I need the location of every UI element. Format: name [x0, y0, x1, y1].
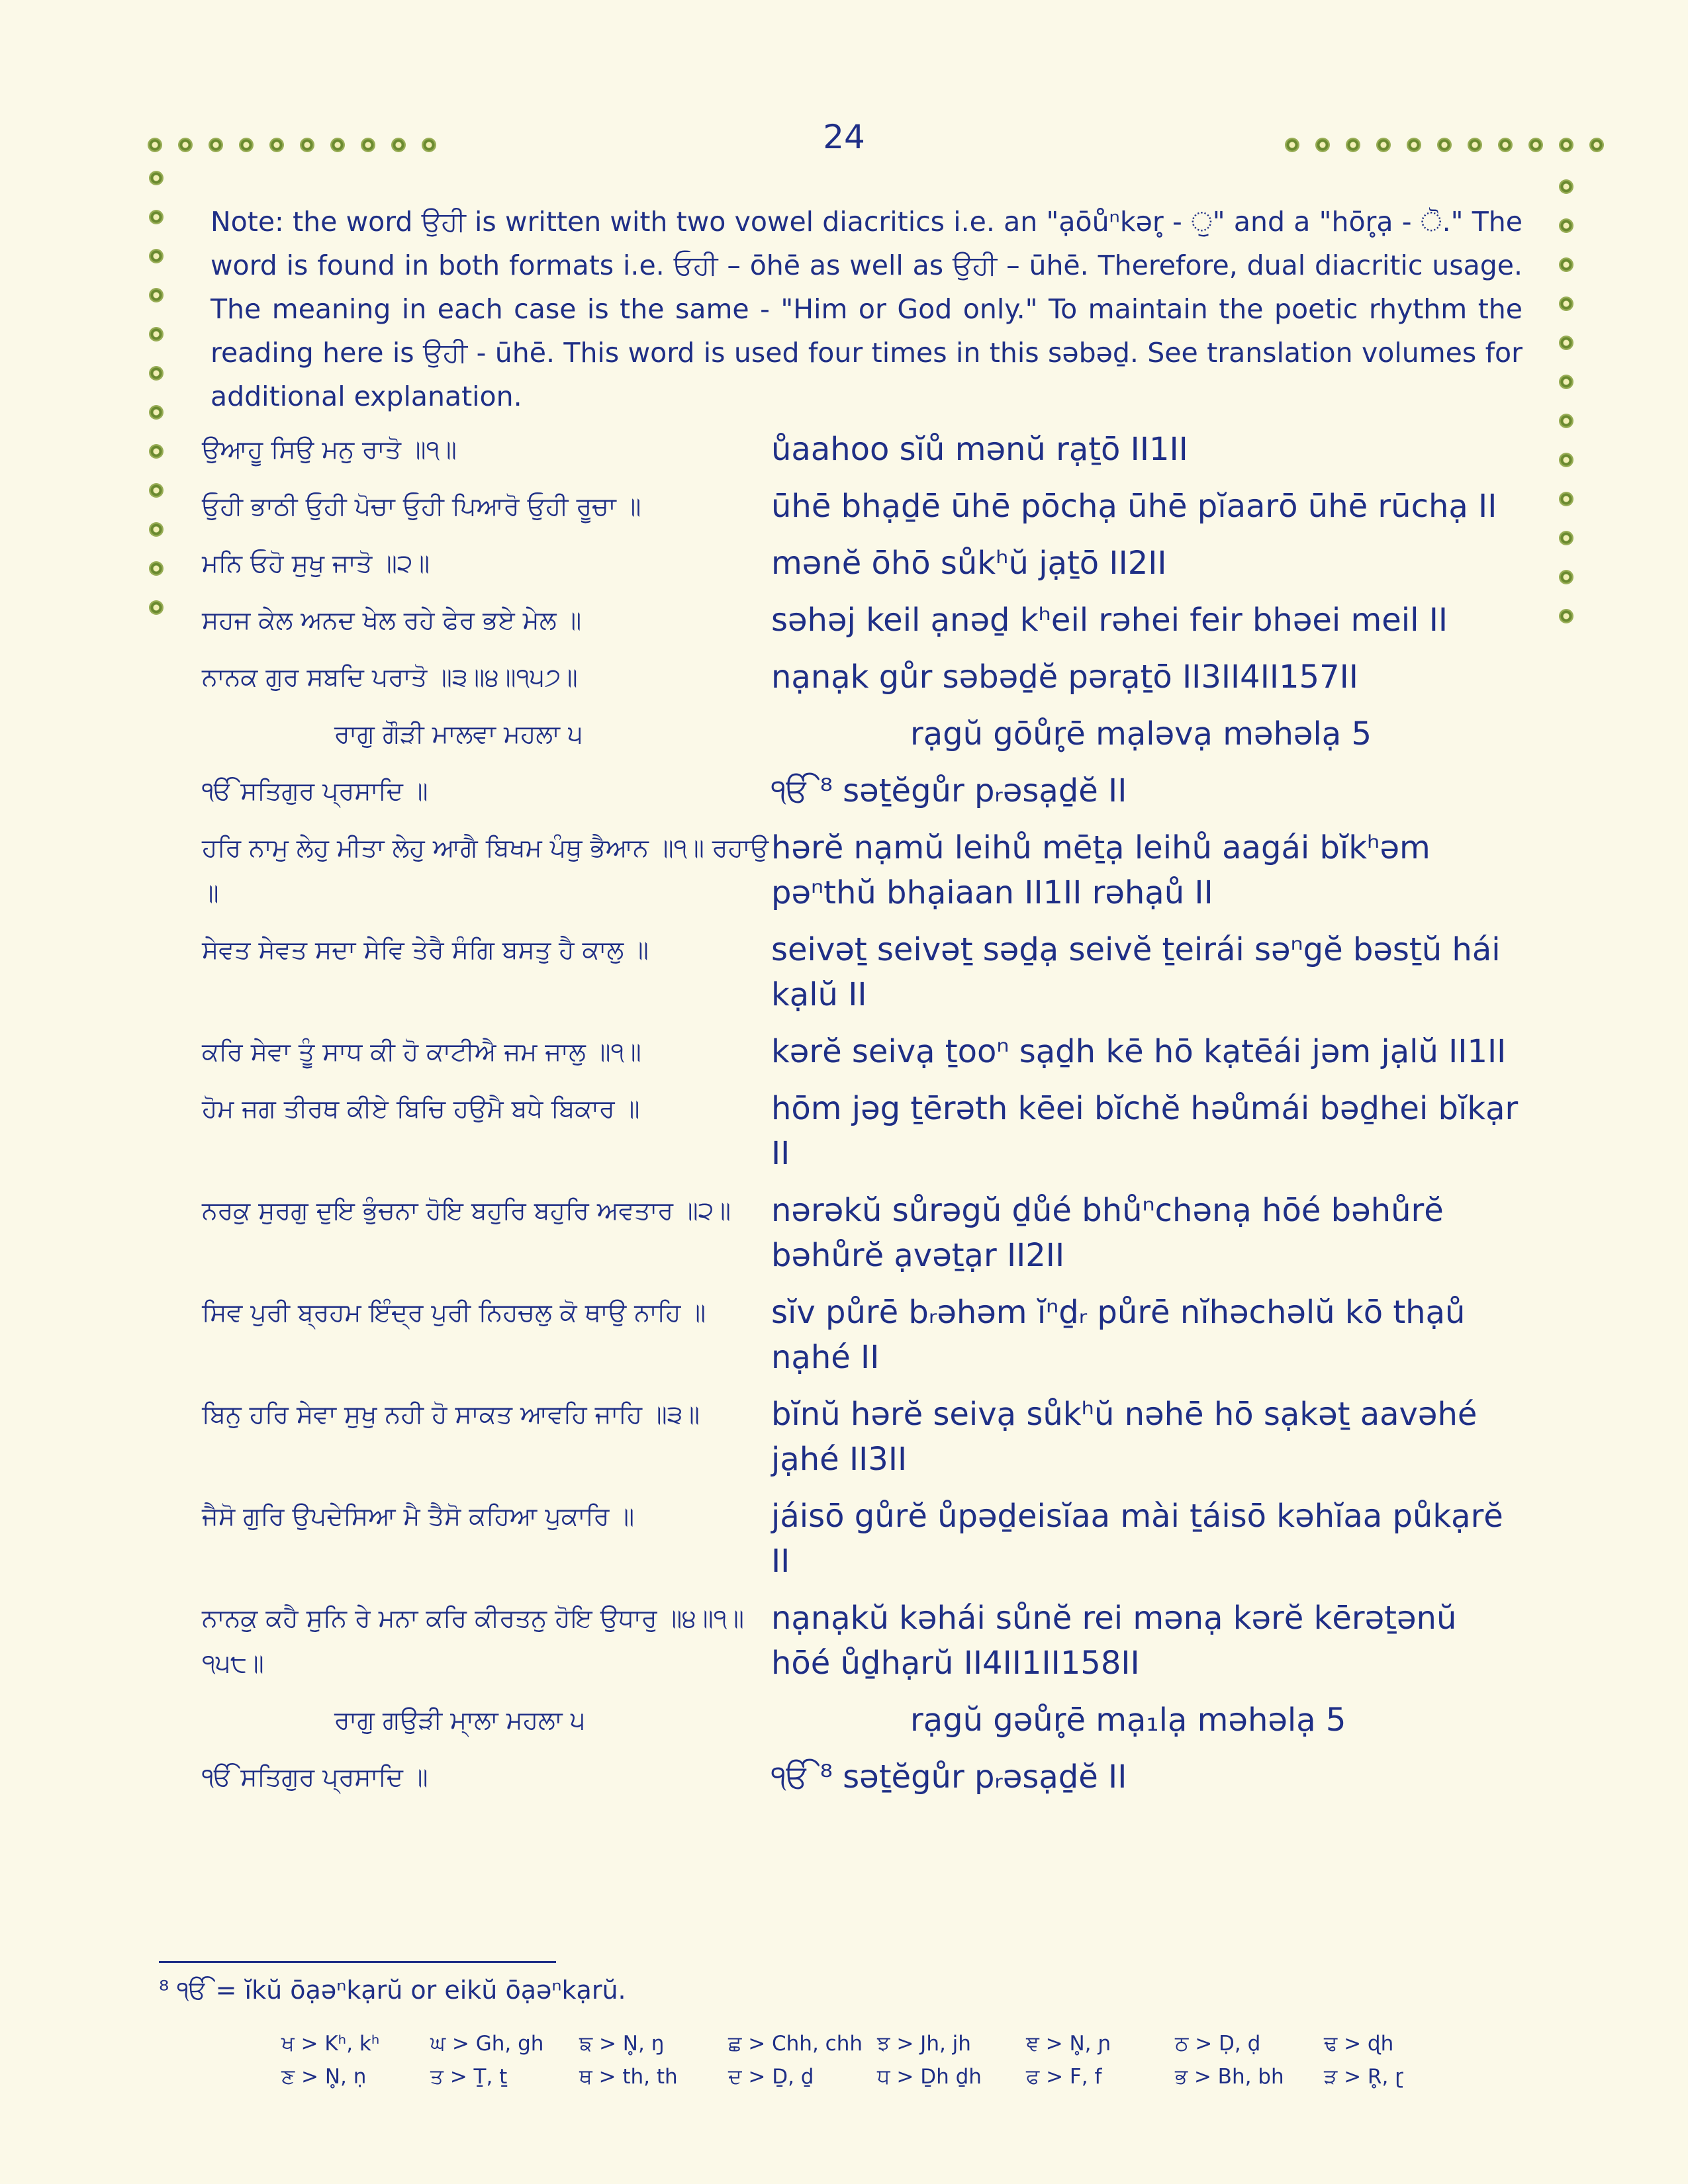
flower-ornament-icon: [1405, 136, 1423, 154]
key-cell: ਤ > Ṯ, ṯ: [430, 2065, 508, 2089]
transliteration: ੴ ⁸ səṯĕgůr pᵣəsạḏĕ II: [771, 772, 1127, 809]
key-cell: ਦ > Ḏ, ḏ: [728, 2065, 814, 2089]
transliteration: mənĕ ōhō sůkʰŭ jạṯō II2II: [771, 545, 1167, 582]
key-cell: ਫ > F, f: [1026, 2065, 1102, 2089]
flower-ornament-icon: [1344, 136, 1362, 154]
flower-ornament-icon: [1496, 136, 1515, 154]
flower-ornament-icon: [1557, 177, 1575, 196]
flower-ornament-icon: [1557, 607, 1575, 625]
gurmukhi-verse: ਮਨਿ ਓਹੋ ਸੁਖੁ ਜਾਤੋ ॥੨॥: [202, 549, 430, 578]
gurmukhi-verse: ਨਰਕੁ ਸੁਰਗੁ ਦੁਇ ਭੁੰਚਨਾ ਹੋਇ ਬਹੁਰਿ ਬਹੁਰਿ ਅਵਤਾਰ ॥੨॥: [202, 1196, 731, 1225]
flower-ornament-icon: [207, 136, 225, 154]
key-row: [281, 2032, 1473, 2065]
flower-ornament-icon: [1557, 412, 1575, 430]
transliteration: sĭv půrē bᵣəhəm ĭⁿḏᵣ půrē nĭhəchəlŭ kō thạů nạhé II: [771, 1294, 1466, 1376]
key-row: [281, 2065, 1473, 2098]
transliteration: səhəj keil ạnəḏ kʰeil rəhei feir bhəei meil II: [771, 602, 1448, 639]
verse-row: [202, 1494, 1523, 1584]
flower-ornament-icon: [1557, 373, 1575, 391]
flower-ornament-icon: [147, 169, 165, 187]
gurmukhi-verse: ਹੋਮ ਜਗ ਤੀਰਥ ਕੀਏ ਬਿਚਿ ਹਉਮੈ ਬਧੇ ਬਿਕਾਰ ॥: [202, 1094, 640, 1123]
flower-ornament-icon: [1557, 568, 1575, 586]
flower-ornament-icon: [298, 136, 316, 154]
key-cell: ਥ > th, th: [579, 2065, 678, 2089]
verse-row: [202, 427, 1523, 472]
decorative-border-right: [1557, 177, 1575, 625]
flower-ornament-icon: [1557, 451, 1575, 469]
transliteration: nərəkŭ sůrəgŭ ḏůé bhůⁿchənạ hōé bəhůrĕ bəhůrĕ ạvəṯạr II2II: [771, 1192, 1444, 1274]
flower-ornament-icon: [147, 208, 165, 226]
flower-ornament-icon: [389, 136, 408, 154]
key-cell: ਖ > Kʰ, kʰ: [281, 2032, 380, 2056]
key-cell: ਘ > Gh, gh: [430, 2032, 544, 2056]
verse-row: [202, 1754, 1523, 1799]
page-number: 24: [823, 118, 865, 156]
transliteration: ůaahoo sĭů mənŭ rạṯō II1II: [771, 431, 1188, 468]
verse-row: [202, 927, 1523, 1017]
flower-ornament-icon: [1557, 490, 1575, 508]
gurmukhi-verse: ਸੇਵਤ ਸੇਵਤ ਸਦਾ ਸੇਵਿ ਤੇਰੈ ਸੰਗਿ ਬਸਤੁ ਹੈ ਕਾਲੁ ॥: [202, 935, 649, 964]
flower-ornament-icon: [1557, 136, 1575, 154]
verse-row: [202, 1290, 1523, 1380]
raag-heading-row: [202, 711, 1523, 756]
key-cell: ਞ > N̥, ɲ: [1026, 2032, 1111, 2056]
verse-row: [202, 541, 1523, 586]
flower-ornament-icon: [1466, 136, 1484, 154]
gurmukhi-verse: ਜੈਸੋ ਗੁਰਿ ਉਪਦੇਸਿਆ ਮੈ ਤੈਸੋ ਕਹਿਆ ਪੁਕਾਰਿ ॥: [202, 1502, 635, 1531]
flower-ornament-icon: [146, 136, 164, 154]
transliteration: ūhē bhạḏē ūhē pōchạ ūhē pĭaarō ūhē rūchạ II: [771, 488, 1497, 525]
raag-heading-gurmukhi: ਰਾਗੁ ਗਉੜੀ ਮਾ੍ਲਾ ਮਹਲਾ ੫: [334, 1706, 586, 1735]
verse-table: [202, 427, 1523, 1811]
flower-ornament-icon: [147, 403, 165, 422]
flower-ornament-icon: [147, 364, 165, 383]
gurmukhi-verse: ਓੁਹੀ ਭਾਠੀ ਓੁਹੀ ਪੋਚਾ ਓੁਹੀ ਪਿਆਰੋ ਓੁਹੀ ਰੂਚਾ ॥: [202, 492, 641, 521]
verse-row: [202, 655, 1523, 700]
key-cell: ਠ > Ḍ, ḍ: [1175, 2032, 1261, 2056]
raag-heading-gurmukhi: ਰਾਗੁ ਗੌੜੀ ਮਾਲਵਾ ਮਹਲਾ ੫: [334, 719, 583, 749]
gurmukhi-verse: ਸਿਵ ਪੁਰੀ ਬ੍ਰਹਮ ਇੰਦ੍ਰ ਪੁਰੀ ਨਿਹਚਲੁ ਕੋ ਥਾਉ ਨਾਹਿ ॥: [202, 1298, 706, 1327]
key-cell: ਭ > Bh, bh: [1175, 2065, 1284, 2089]
key-cell: ਛ > Chh, chh: [728, 2032, 863, 2056]
flower-ornament-icon: [176, 136, 195, 154]
transliteration: kərĕ seivạ ṯooⁿ sạḏh kē hō kạtēái jəm jạlŭ II1II: [771, 1033, 1507, 1070]
footnote-divider: [159, 1961, 556, 1963]
raag-heading-translit: rạgŭ gəůr̥ē mạ₁lạ məhəlạ 5: [910, 1702, 1346, 1739]
flower-ornament-icon: [420, 136, 438, 154]
transliteration: nạnạkŭ kəhái sůnĕ rei mənạ kərĕ kērəṯənŭ hōé ůḏhạrŭ II4II1II158II: [771, 1600, 1457, 1682]
raag-heading-translit: rạgŭ gōůr̥ē mạləvạ məhəlạ 5: [910, 715, 1372, 752]
flower-ornament-icon: [147, 481, 165, 500]
flower-ornament-icon: [1313, 136, 1332, 154]
flower-ornament-icon: [1557, 529, 1575, 547]
gurmukhi-verse: ਸਹਜ ਕੇਲ ਅਨਦ ਖੇਲ ਰਹੇ ਫੇਰ ਭਏ ਮੇਲ ॥: [202, 606, 582, 635]
verse-row: [202, 1188, 1523, 1278]
flower-ornament-icon: [147, 286, 165, 304]
transliteration: hərĕ nạmŭ leihů mēṯạ leihů aagái bĭkʰəm pəⁿthŭ bhạiaan II1II rəhạů II: [771, 829, 1430, 911]
flower-ornament-icon: [147, 598, 165, 617]
decorative-border-left: [147, 169, 165, 617]
transliteration: hōm jəg ṯērəth kēei bĭchĕ həůmái bəḏhei bĭkạr II: [771, 1090, 1519, 1172]
transliteration: jáisō gůrĕ ůpəḏeisĭaa mài ṯáisō kəhĭaa půkạrĕ II: [771, 1498, 1503, 1580]
flower-ornament-icon: [1374, 136, 1393, 154]
transliteration-key: [281, 2032, 1473, 2098]
flower-ornament-icon: [147, 559, 165, 578]
gurmukhi-verse: ਹਰਿ ਨਾਮੁ ਲੇਹੁ ਮੀਤਾ ਲੇਹੁ ਆਗੈ ਬਿਖਮ ਪੰਥੁ ਭੈਆਨ ॥੧॥ ਰਹਾਉ ॥: [202, 833, 769, 907]
flower-ornament-icon: [147, 325, 165, 343]
gurmukhi-verse: ੴ ਸਤਿਗੁਰ ਪ੍ਰਸਾਦਿ ॥: [202, 776, 428, 805]
flower-ornament-icon: [1557, 255, 1575, 274]
verse-row: [202, 1029, 1523, 1074]
flower-ornament-icon: [1435, 136, 1454, 154]
gurmukhi-verse: ਕਰਿ ਸੇਵਾ ਤੂੰ ਸਾਧ ਕੀ ਹੋ ਕਾਟੀਐ ਜਮ ਜਾਲੁ ॥੧॥: [202, 1037, 641, 1066]
flower-ornament-icon: [359, 136, 377, 154]
verse-row: [202, 1596, 1523, 1686]
flower-ornament-icon: [1557, 216, 1575, 235]
flower-ornament-icon: [1526, 136, 1545, 154]
gurmukhi-verse: ਉਆਹੂ ਸਿਉ ਮਨੁ ਰਾਤੋ ॥੧॥: [202, 435, 457, 464]
key-cell: ਙ > N̥, ŋ: [579, 2032, 665, 2056]
verse-row: [202, 768, 1523, 813]
raag-heading-row: [202, 1698, 1523, 1743]
note-paragraph: Note: the word ਉਹੀ is written with two vowel diacritics i.e. an "ạōůⁿkər̥ - ੁ" and a "hōr̥ạ - ੋ." The word is found in both formats i.e. ਓਹੀ – ōhē as well as ਉਹੀ – ūhē. Therefore, dual diacritic usage. The meaning in each case is the same - "Him or God only." To maintain the poetic rhythm the reading here is ਉਹੀ - ūhē. This word is used four times in this səbəḏ. See translation volumes for additional explanation.: [211, 206, 1523, 412]
decorative-border-top-right: [1283, 136, 1606, 154]
key-cell: ੜ > R̥, ɽ: [1324, 2065, 1403, 2089]
footnote: ⁸ ੴ = ĭkŭ ōạəⁿkạrŭ or eikŭ ōạəⁿkạrŭ.: [159, 1976, 626, 2005]
transliteration: ੴ ⁸ səṯĕgůr pᵣəsạḏĕ II: [771, 1758, 1127, 1796]
flower-ornament-icon: [1557, 295, 1575, 313]
gurmukhi-verse: ਨਾਨਕ ਗੁਰ ਸਬਦਿ ਪਰਾਤੋ ॥੩॥੪॥੧੫੭॥: [202, 662, 578, 692]
flower-ornament-icon: [237, 136, 256, 154]
verse-row: [202, 825, 1523, 915]
key-cell: ਧ > Ḏh ḏh: [877, 2065, 982, 2089]
flower-ornament-icon: [267, 136, 286, 154]
key-cell: ਝ > Jh, jh: [877, 2032, 971, 2056]
flower-ornament-icon: [1557, 334, 1575, 352]
gurmukhi-verse: ਨਾਨਕੁ ਕਹੈ ਸੁਨਿ ਰੇ ਮਨਾ ਕਰਿ ਕੀਰਤਨੁ ਹੋਇ ਉਧਾਰੁ ॥੪॥੧॥੧੫੮॥: [202, 1604, 744, 1678]
verse-row: [202, 484, 1523, 529]
decorative-border-top-left: [146, 136, 438, 154]
flower-ornament-icon: [328, 136, 347, 154]
verse-row: [202, 1392, 1523, 1482]
verse-row: [202, 1086, 1523, 1176]
transliteration: nạnạk gůr səbəḏĕ pərạṯō II3II4II157II: [771, 659, 1358, 696]
flower-ornament-icon: [1587, 136, 1606, 154]
transliteration: seivəṯ seivəṯ səḏạ seivĕ ṯeirái səⁿgĕ bəsṯŭ hái kạlŭ II: [771, 931, 1501, 1013]
verse-row: [202, 598, 1523, 643]
gurmukhi-verse: ਬਿਨੁ ਹਰਿ ਸੇਵਾ ਸੁਖੁ ਨਹੀ ਹੋ ਸਾਕਤ ਆਵਹਿ ਜਾਹਿ ॥੩॥: [202, 1400, 700, 1429]
flower-ornament-icon: [147, 520, 165, 539]
gurmukhi-verse: ੴ ਸਤਿਗੁਰ ਪ੍ਰਸਾਦਿ ॥: [202, 1762, 428, 1792]
transliteration: bĭnŭ hərĕ seivạ sůkʰŭ nəhē hō sạkəṯ aavəhé jạhé II3II: [771, 1396, 1477, 1478]
key-cell: ਢ > ɖh: [1324, 2032, 1394, 2056]
flower-ornament-icon: [1283, 136, 1301, 154]
key-cell: ਣ > N̥, ṇ: [281, 2065, 367, 2089]
flower-ornament-icon: [147, 442, 165, 461]
flower-ornament-icon: [147, 247, 165, 265]
